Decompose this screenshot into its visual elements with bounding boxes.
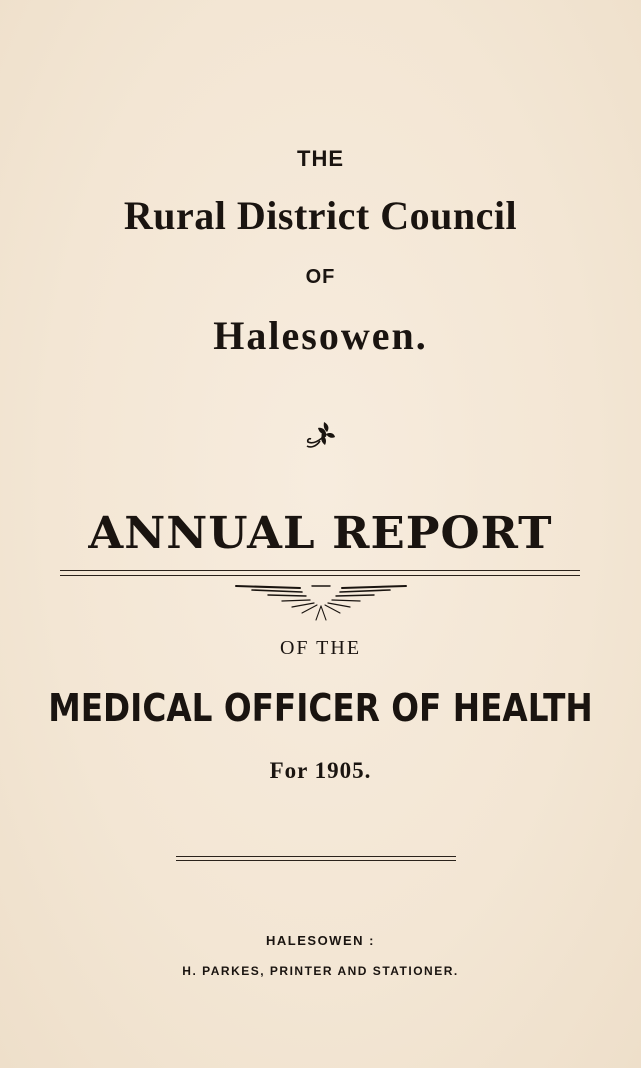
line-of: OF bbox=[305, 266, 336, 288]
place-name: Halesowen. bbox=[213, 313, 428, 358]
bottom-double-rule bbox=[176, 856, 456, 861]
report-title: ANNUAL REPORT bbox=[88, 508, 553, 559]
council-name: Rural District Council bbox=[123, 193, 518, 238]
fan-ornament-icon bbox=[232, 576, 410, 624]
officer-title: MEDICAL OFFICER OF HEALTH bbox=[48, 686, 593, 730]
imprint-printer: H. PARKES, PRINTER AND STATIONER. bbox=[182, 964, 459, 978]
line-the: THE bbox=[297, 146, 344, 171]
line-of-the: OF THE bbox=[279, 637, 362, 659]
report-year: For 1905. bbox=[269, 758, 372, 783]
imprint-place: HALESOWEN : bbox=[266, 933, 375, 948]
floral-ornament-icon bbox=[304, 418, 338, 452]
